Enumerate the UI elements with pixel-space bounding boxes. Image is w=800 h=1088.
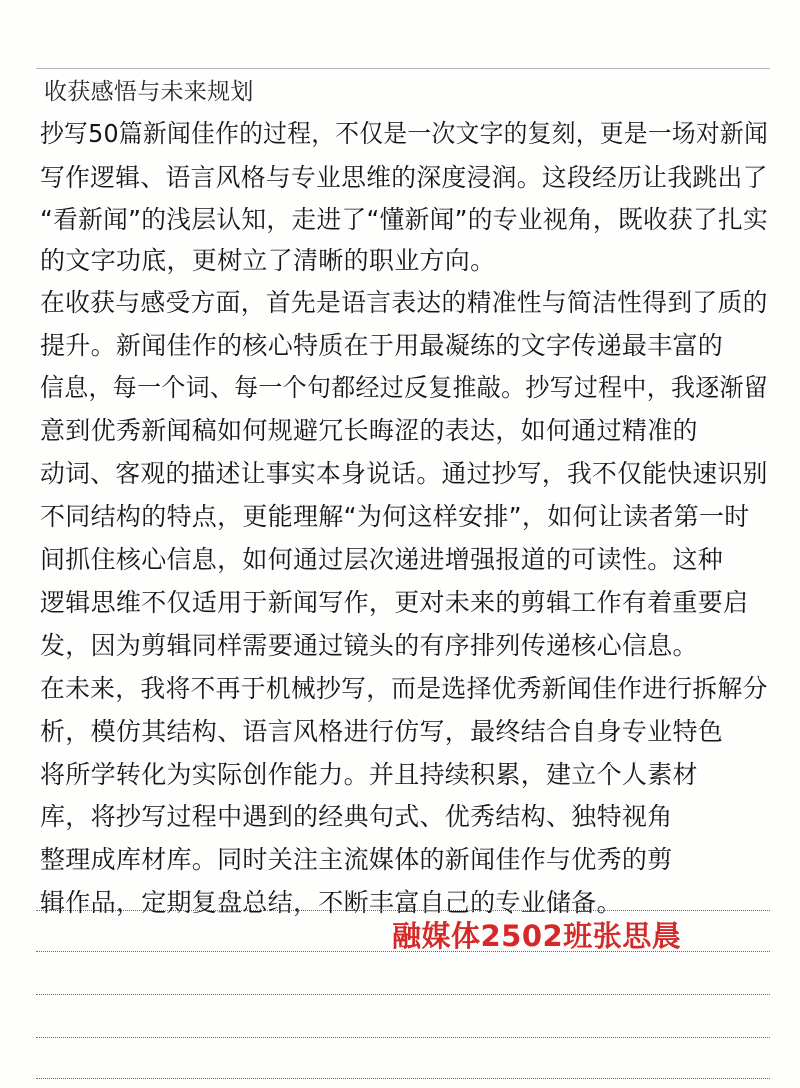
- dotted-rule: [36, 1078, 770, 1079]
- text-line-10: 不同结构的特点，更能理解“为何这样安排”，如何让读者第一时: [40, 502, 750, 531]
- text-line-3: “看新闻”的浅层认知，走进了“懂新闻”的专业视角，既收获了扎实: [40, 205, 769, 234]
- text-line-15: 析，模仿其结构、语言风格进行仿写，最终结合自身专业特色: [40, 717, 724, 746]
- text-line-2: 写作逻辑、语言风格与专业思维的深度浸润。这段经历让我跳出了: [40, 163, 768, 192]
- essay-title: 收获感悟与未来规划: [44, 79, 254, 105]
- text-line-7: 信息，每一个词、每一个句都经过反复推敲。抄写过程中，我逐渐留: [40, 373, 769, 402]
- text-line-1: 抄写50篇新闻佳作的过程，不仅是一次文字的复刻，更是一场对新闻: [40, 119, 769, 148]
- text-line-9: 动词、客观的描述让事实本身说话。通过抄写，我不仅能快速识别: [40, 459, 768, 488]
- text-line-12: 逻辑思维不仅适用于新闻写作，更对未来的剪辑工作有着重要启: [40, 588, 749, 617]
- dotted-rule: [36, 994, 770, 995]
- text-line-19: 辑作品，定期复盘总结，不断丰富自己的专业储备。: [40, 888, 622, 917]
- text-line-13: 发，因为剪辑同样需要通过镜头的有序排列传递核心信息。: [40, 631, 698, 660]
- text-line-8: 意到优秀新闻稿如何规避冗长晦涩的表达，如何通过精准的: [40, 416, 698, 445]
- text-line-4: 的文字功底，更树立了清晰的职业方向。: [40, 246, 496, 275]
- text-line-14: 在未来，我将不再于机械抄写，而是选择优秀新闻佳作进行拆解分: [40, 674, 768, 703]
- top-rule: [36, 68, 770, 69]
- text-line-17: 库，将抄写过程中遇到的经典句式、优秀结构、独特视角: [40, 802, 673, 831]
- signature-class-name: 融媒体2502班张思晨: [392, 919, 682, 953]
- dotted-rule: [36, 1037, 770, 1038]
- text-line-16: 将所学转化为实际创作能力。并且持续积累，建立个人素材: [40, 760, 698, 789]
- text-line-6: 提升。新闻佳作的核心特质在于用最凝练的文字传递最丰富的: [40, 331, 724, 360]
- text-line-11: 间抓住核心信息，如何通过层次递进增强报道的可读性。这种: [40, 545, 724, 574]
- text-line-18: 整理成库材库。同时关注主流媒体的新闻佳作与优秀的剪: [40, 845, 673, 874]
- text-line-5: 在收获与感受方面，首先是语言表达的精准性与简洁性得到了质的: [40, 288, 768, 317]
- dotted-rule: [36, 910, 770, 911]
